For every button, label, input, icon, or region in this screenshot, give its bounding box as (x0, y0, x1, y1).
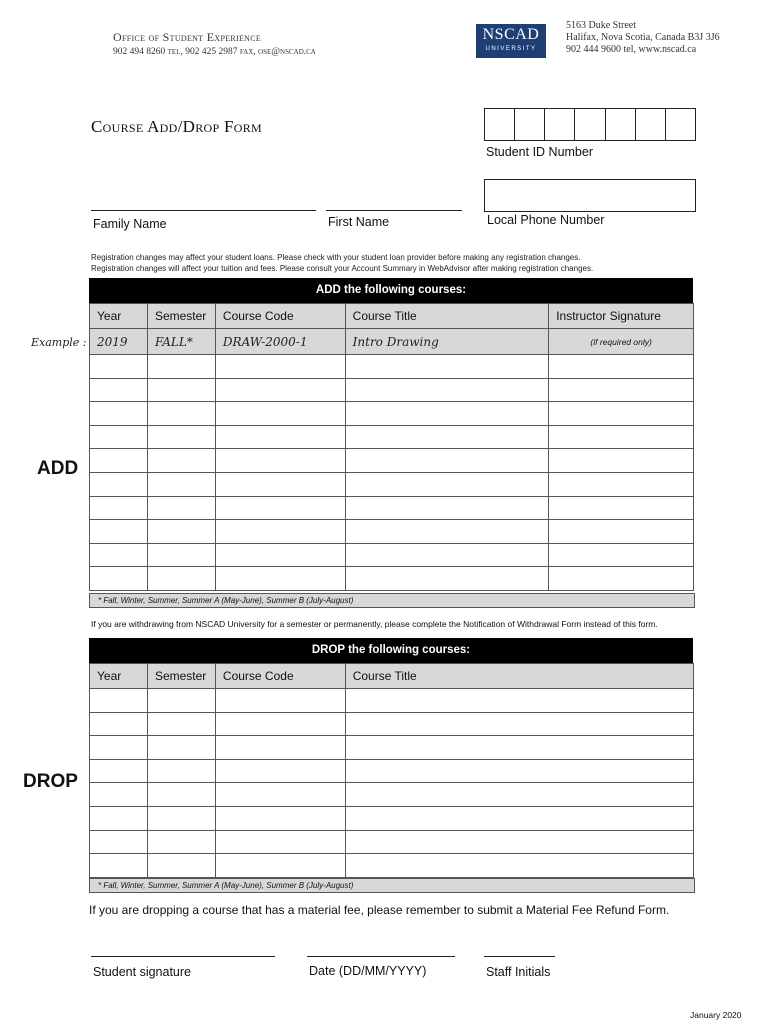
university-address: 5163 Duke Street Halifax, Nova Scotia, Canada B3J 3J6 902 444 9600 tel, www.nscad.ca (566, 20, 720, 55)
date-line[interactable] (307, 956, 455, 957)
example-label: Example : (31, 336, 87, 349)
registration-notice: Registration changes may affect your student loans. Please check with your student loan provider before making any registration changes. Registration changes will affect your tuition and fees. Please consult your Account Summary in WebAdvisor after making registration changes. (91, 253, 594, 273)
table-row[interactable] (90, 520, 694, 544)
table-row[interactable] (90, 496, 694, 520)
phone-label: Local Phone Number (487, 213, 605, 227)
table-row[interactable] (90, 567, 694, 591)
add-table (89, 303, 694, 591)
col-instructor-signature: Instructor Signature (549, 304, 694, 329)
table-row[interactable] (90, 806, 694, 830)
first-name-line[interactable] (326, 210, 462, 211)
student-signature-line[interactable] (91, 956, 275, 957)
col-year: Year (90, 664, 148, 689)
col-course-code: Course Code (215, 664, 345, 689)
staff-initials-line[interactable] (484, 956, 555, 957)
family-name-label: Family Name (93, 217, 167, 231)
office-header (113, 30, 316, 60)
add-side-label: ADD (37, 458, 79, 479)
withdraw-note: If you are withdrawing from NSCAD University for a semester or permanently, please complete the Notification of Withdrawal Form instead of this form. (91, 619, 658, 629)
table-row[interactable] (90, 425, 694, 449)
table-row[interactable] (90, 378, 694, 402)
family-name-line[interactable] (91, 210, 316, 211)
form-title: Course Add/Drop Form (91, 117, 262, 136)
student-id-boxes[interactable] (484, 108, 696, 141)
table-row[interactable] (90, 712, 694, 736)
nscad-logo: NSCAD UNIVERSITY (476, 24, 546, 58)
col-semester: Semester (147, 304, 215, 329)
revision-date: January 2020 (690, 1010, 742, 1020)
phone-field[interactable] (484, 179, 696, 212)
table-row[interactable] (90, 854, 694, 878)
date-label: Date (DD/MM/YYYY) (309, 964, 427, 978)
table-row[interactable] (90, 689, 694, 713)
example-row: 2019 FALL* DRAW-2000-1 Intro Drawing (if required only) (90, 329, 694, 355)
drop-footnote: * Fall, Winter, Summer, Summer A (May-June), Summer B (July-August) (89, 878, 695, 893)
office-contact: 902 494 8260 tel, 902 425 2987 fax, ose@nscad.ca (113, 47, 316, 57)
drop-section-bar: DROP the following courses: (89, 638, 693, 663)
table-row[interactable] (90, 472, 694, 496)
first-name-label: First Name (328, 215, 390, 229)
student-id-label: Student ID Number (486, 145, 593, 159)
material-fee-note: If you are dropping a course that has a material fee, please remember to submit a Material Fee Refund Form. (89, 903, 670, 917)
table-row[interactable] (90, 759, 694, 783)
student-signature-label: Student signature (93, 965, 191, 979)
table-row[interactable] (90, 402, 694, 426)
col-course-title: Course Title (345, 664, 693, 689)
col-year: Year (90, 304, 148, 329)
col-course-code: Course Code (215, 304, 345, 329)
add-header-row (90, 304, 694, 329)
drop-side-label: DROP (23, 771, 78, 792)
staff-initials-label: Staff Initials (486, 965, 551, 979)
table-row[interactable] (90, 543, 694, 567)
drop-header-row (90, 664, 694, 689)
table-row[interactable] (90, 783, 694, 807)
add-section-bar: ADD the following courses: (89, 278, 693, 303)
col-course-title: Course Title (345, 304, 549, 329)
drop-table (89, 663, 694, 878)
table-row[interactable] (90, 830, 694, 854)
add-footnote: * Fall, Winter, Summer, Summer A (May-June), Summer B (July-August) (89, 593, 695, 608)
col-semester: Semester (147, 664, 215, 689)
table-row[interactable] (90, 736, 694, 760)
table-row[interactable] (90, 355, 694, 379)
office-name: Office of Student Experience (113, 30, 262, 44)
table-row[interactable] (90, 449, 694, 473)
